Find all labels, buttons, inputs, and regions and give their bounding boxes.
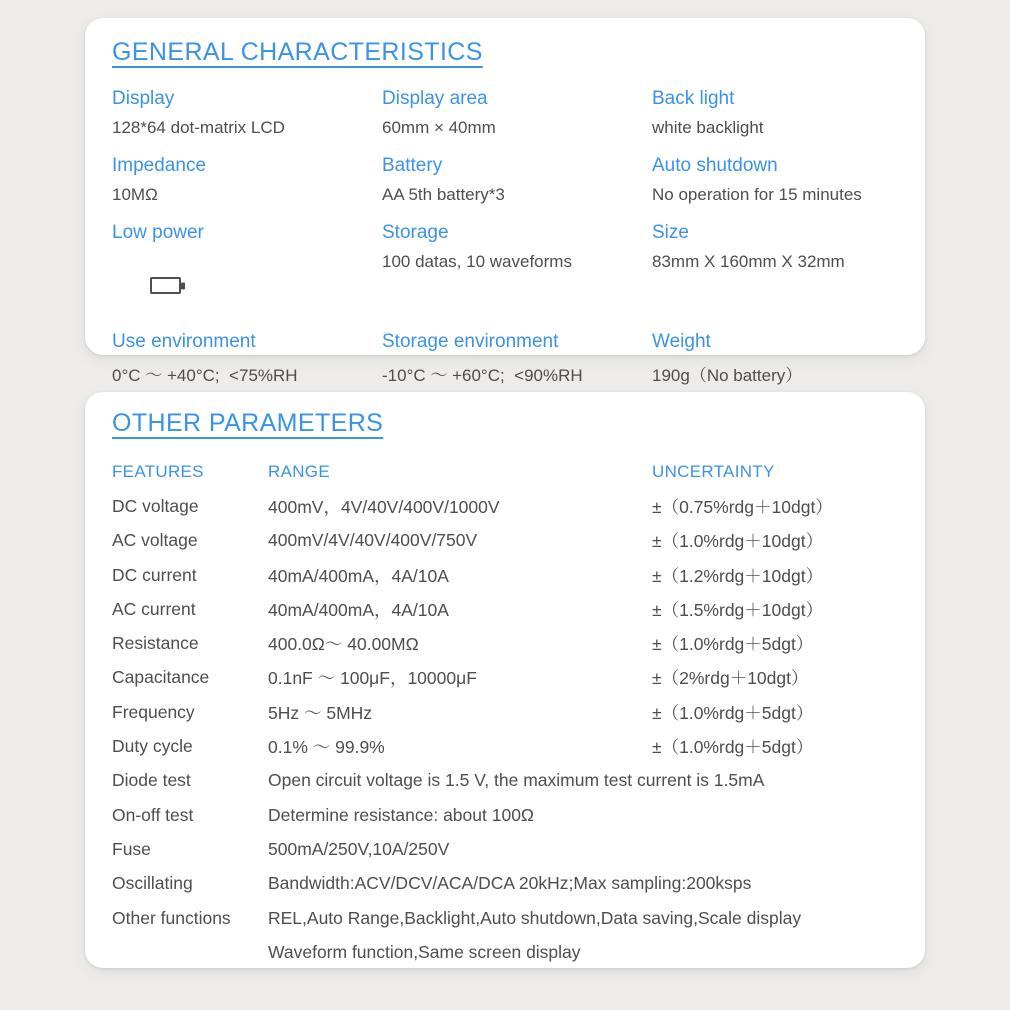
feature-cell: DC voltage (112, 495, 199, 516)
spec-label: Low power (112, 222, 204, 243)
spec-item-auto-shutdown (652, 155, 897, 205)
table-row-oscillating (112, 867, 897, 901)
uncertainty-cell: ±（1.0%rdg＋5dgt） (652, 702, 814, 723)
range-cell: 400.0Ω～ 40.00MΩ (268, 634, 419, 655)
feature-cell: Oscillating (112, 873, 193, 894)
feature-cell: Frequency (112, 701, 195, 722)
range-cell: 40mA/400mA，4A/10A (268, 599, 449, 620)
parameters-table (112, 455, 897, 969)
spec-item-size (652, 222, 897, 314)
spec-value: 83mm X 160mm X 32mm (652, 252, 845, 271)
uncertainty-cell: ±（1.0%rdg＋10dgt） (652, 531, 824, 552)
range-cell: Waveform function,Same screen display (268, 941, 581, 962)
spec-value: -10°C ～ +60°C; <90%RH (382, 366, 583, 385)
spec-value: 10MΩ (112, 185, 158, 204)
spec-value (112, 252, 382, 314)
range-cell: 5Hz ～ 5MHz (268, 702, 373, 723)
spec-label: Back light (652, 88, 735, 109)
range-cell: 400mV/4V/40V/400V/750V (268, 530, 478, 551)
range-cell: 0.1nF ～ 100μF，10000μF (268, 668, 477, 689)
spec-item-use-environment (112, 331, 382, 386)
column-header-uncertainty: UNCERTAINTY (652, 462, 775, 482)
spec-label: Battery (382, 155, 443, 176)
feature-cell: AC voltage (112, 530, 198, 551)
feature-cell: Fuse (112, 838, 151, 859)
spec-value: 60mm × 40mm (382, 118, 496, 137)
feature-cell: On-off test (112, 804, 194, 825)
table-row-dc-voltage (112, 489, 897, 523)
feature-cell: DC current (112, 564, 197, 585)
range-cell: Determine resistance: about 100Ω (268, 804, 535, 825)
spec-value: AA 5th battery*3 (382, 185, 505, 204)
range-cell: Bandwidth:ACV/DCV/ACA/DCA 20kHz;Max sampling:200ksps (268, 873, 752, 894)
spec-item-back-light (652, 88, 897, 138)
spec-label: Auto shutdown (652, 155, 778, 176)
table-row-other-functions-continued (112, 935, 897, 969)
general-characteristics-grid (112, 88, 897, 386)
spec-item-display-area (382, 88, 652, 138)
spec-item-impedance (112, 155, 382, 205)
table-row-frequency (112, 695, 897, 729)
uncertainty-cell: ±（0.75%rdg＋10dgt） (652, 496, 833, 517)
range-cell: REL,Auto Range,Backlight,Auto shutdown,Data saving,Scale display (268, 907, 802, 928)
spec-label: Impedance (112, 155, 207, 176)
spec-label: Display (112, 88, 175, 109)
table-row-ac-current (112, 592, 897, 626)
spec-value: 0°C ～ +40°C; <75%RH (112, 366, 298, 385)
table-row-dc-current (112, 558, 897, 592)
feature-cell: AC current (112, 598, 196, 619)
spec-item-storage (382, 222, 652, 314)
spec-label: Size (652, 222, 689, 243)
spec-item-low-power (112, 222, 382, 314)
spec-item-storage-environment (382, 331, 652, 386)
spec-item-display (112, 88, 382, 138)
table-row-duty-cycle (112, 729, 897, 763)
feature-cell: Resistance (112, 633, 199, 654)
feature-cell: Capacitance (112, 667, 210, 688)
range-cell: 500mA/250V,10A/250V (268, 838, 450, 859)
spec-item-battery (382, 155, 652, 205)
spec-label: Weight (652, 331, 711, 352)
spec-value: 190g（No battery） (652, 366, 803, 385)
range-cell: Open circuit voltage is 1.5 V, the maximum test current is 1.5mA (268, 770, 765, 791)
spec-label: Display area (382, 88, 488, 109)
table-row-capacitance (112, 661, 897, 695)
spec-value: 128*64 dot-matrix LCD (112, 118, 285, 137)
table-row-resistance (112, 626, 897, 660)
table-row-diode-test (112, 764, 897, 798)
spec-value: 100 datas, 10 waveforms (382, 252, 572, 271)
general-characteristics-title: GENERAL CHARACTERISTICS (112, 38, 483, 66)
column-header-features: FEATURES (112, 462, 204, 482)
column-header-range: RANGE (268, 462, 330, 482)
feature-cell: Duty cycle (112, 736, 193, 757)
table-row-other-functions (112, 901, 897, 935)
uncertainty-cell: ±（1.0%rdg＋5dgt） (652, 634, 814, 655)
table-row-on-off-test (112, 798, 897, 832)
table-row-ac-voltage (112, 524, 897, 558)
table-row-fuse (112, 832, 897, 866)
range-cell: 40mA/400mA，4A/10A (268, 565, 449, 586)
uncertainty-cell: ±（2%rdg＋10dgt） (652, 668, 809, 689)
feature-cell: Diode test (112, 770, 191, 791)
general-characteristics-card (85, 18, 925, 385)
table-header-row (112, 455, 897, 489)
spec-value: white backlight (652, 118, 764, 137)
feature-cell: Other functions (112, 907, 231, 928)
uncertainty-cell: ±（1.5%rdg＋10dgt） (652, 599, 824, 620)
uncertainty-cell: ±（1.2%rdg＋10dgt） (652, 565, 824, 586)
other-parameters-card (85, 392, 925, 968)
range-cell: 400mV，4V/40V/400V/1000V (268, 496, 500, 517)
spec-label: Storage environment (382, 331, 559, 352)
other-parameters-title: OTHER PARAMETERS (112, 409, 384, 437)
spec-label: Storage (382, 222, 449, 243)
low-battery-icon (150, 277, 181, 294)
range-cell: 0.1% ～ 99.9% (268, 737, 385, 758)
uncertainty-cell: ±（1.0%rdg＋5dgt） (652, 737, 814, 758)
spec-value: No operation for 15 minutes (652, 185, 862, 204)
spec-item-weight (652, 331, 897, 386)
spec-label: Use environment (112, 331, 256, 352)
